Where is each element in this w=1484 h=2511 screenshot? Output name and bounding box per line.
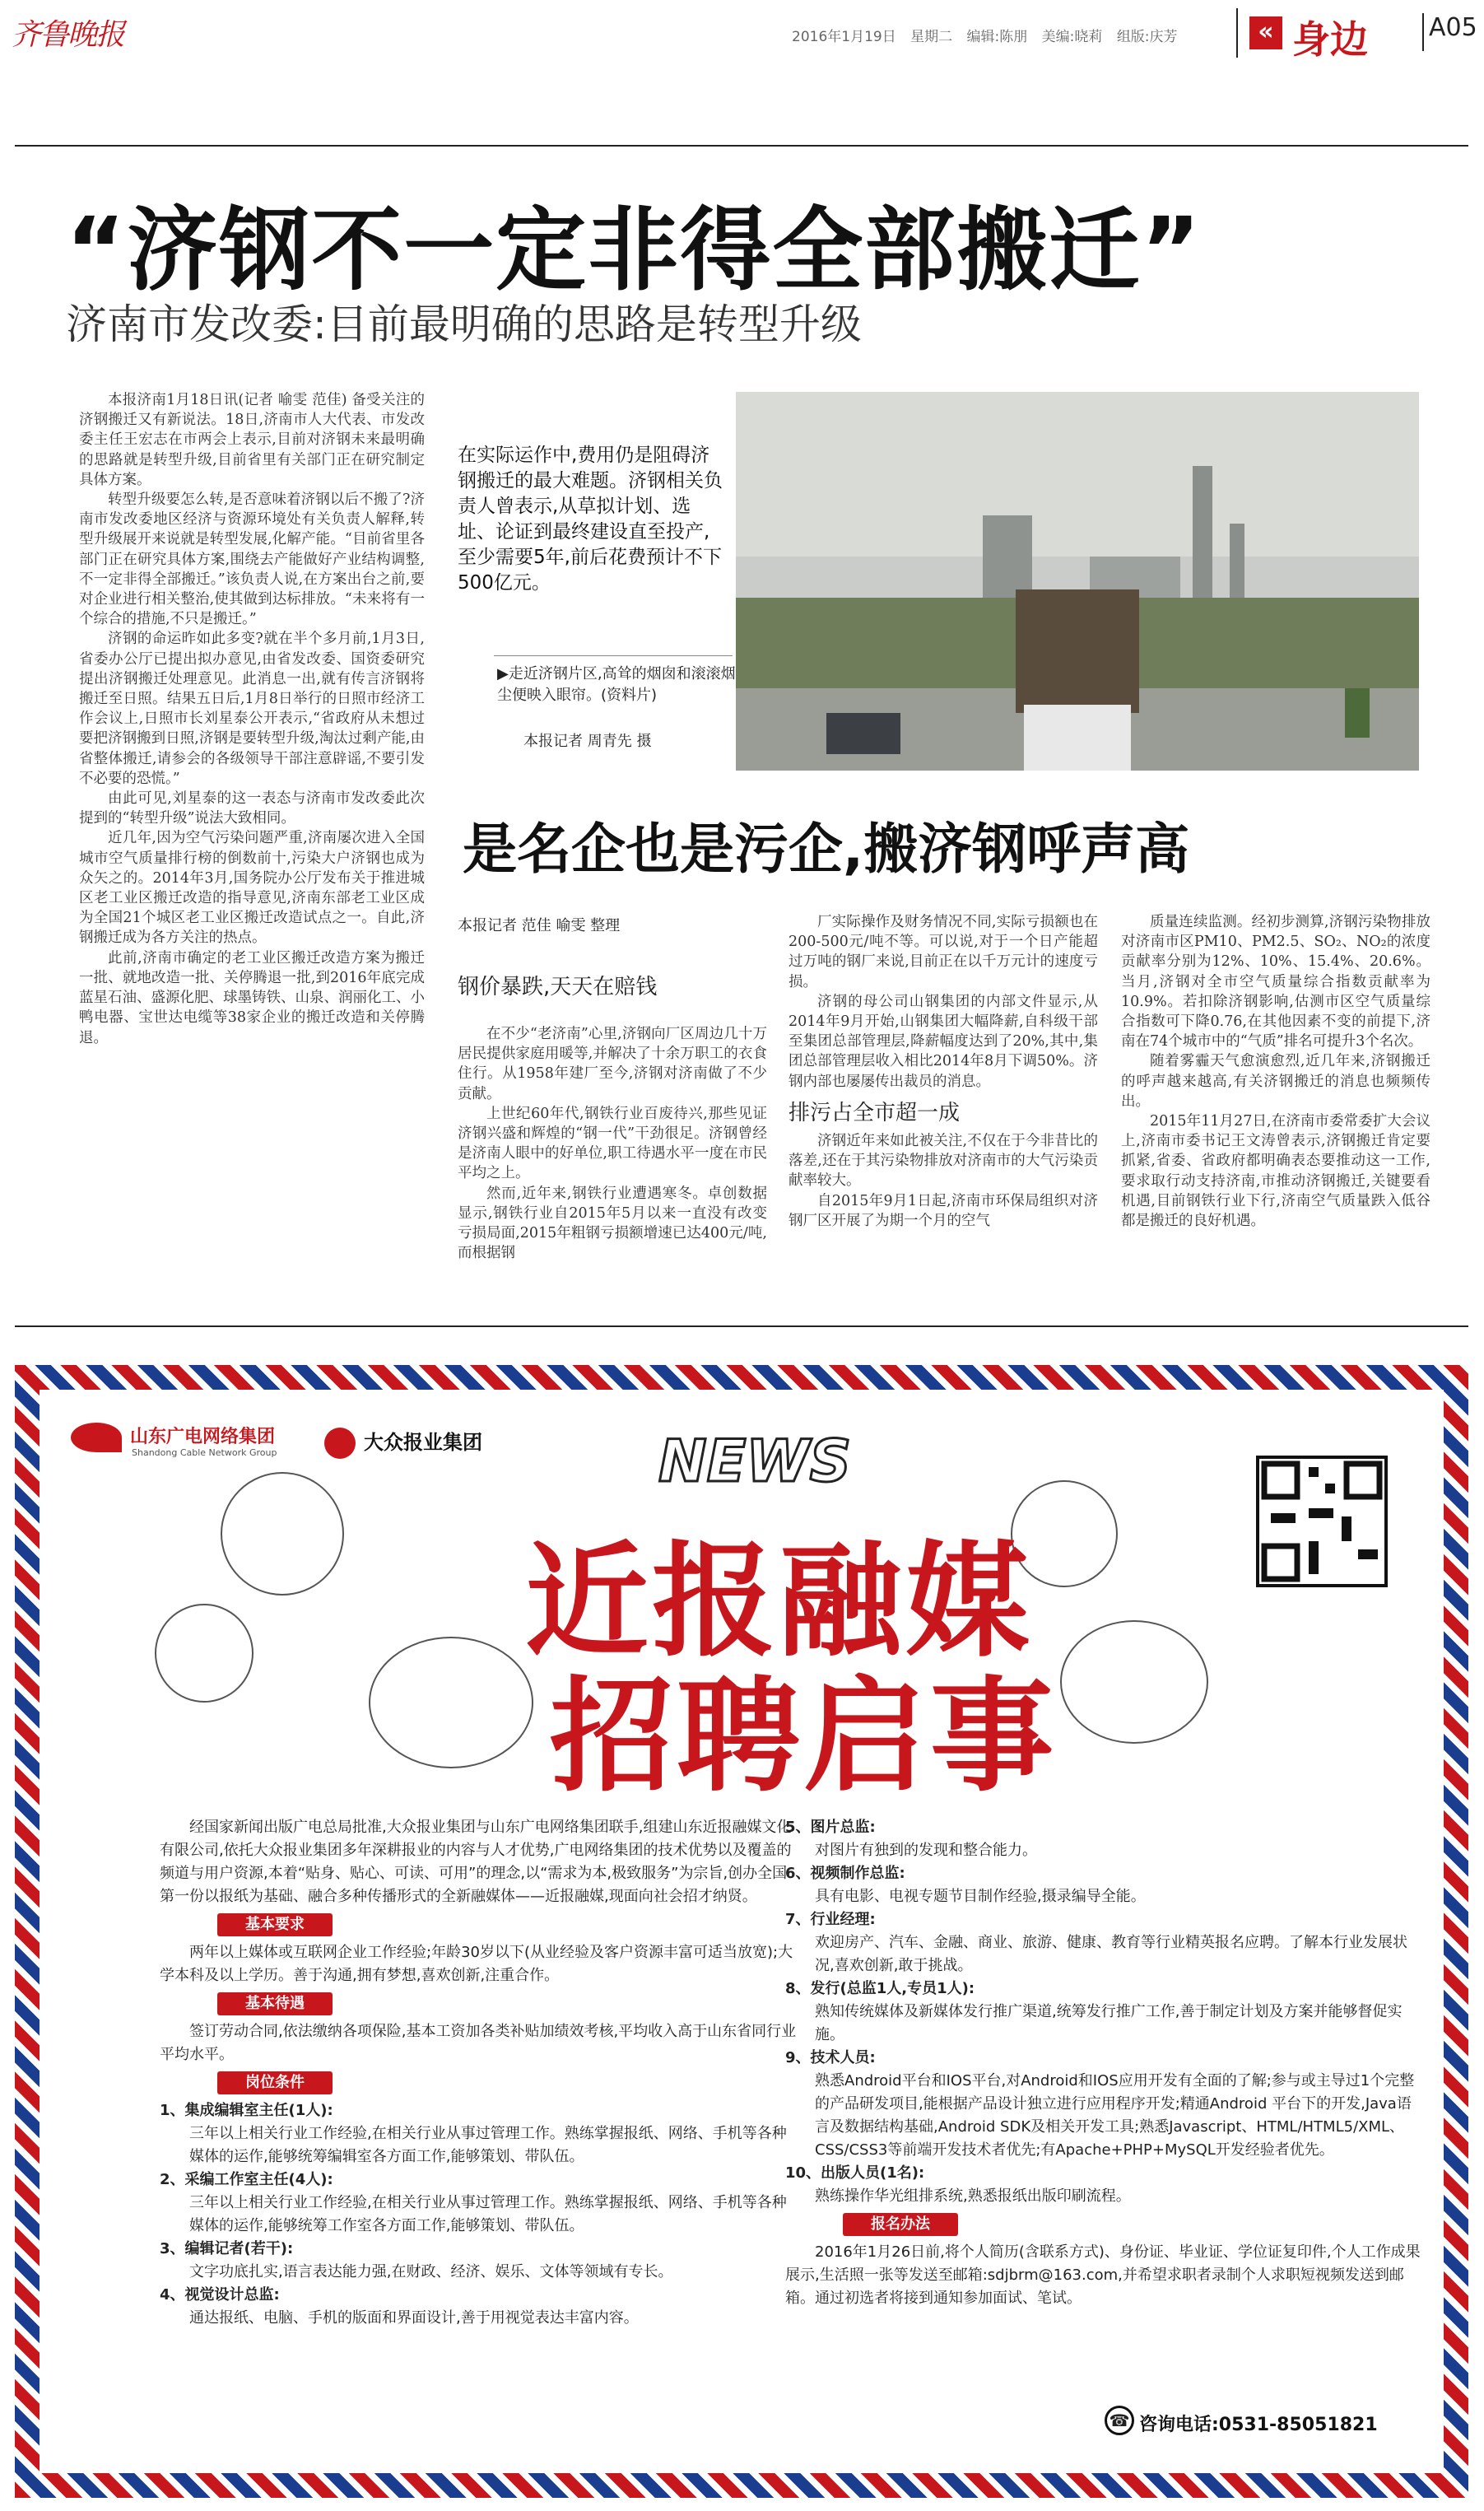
job-desc: 具有电影、电视专题节目制作经验,摄录编导全能。 xyxy=(815,1888,1146,1905)
issue-date: 2016年1月19日 xyxy=(792,29,896,45)
job-desc: 熟知传统媒体及新媒体发行推广渠道,统筹发行推广工作,善于制定计划及方案并能够督促实施。 xyxy=(815,2003,1403,2043)
phone-icon: ☎ xyxy=(1105,2406,1134,2435)
job-desc: 三年以上相关行业工作经验,在相关行业从事过管理工作。熟练掌握报纸、网络、手机等各种媒体的运作,能够统筹编辑室各方面工作,能够策划、带队伍。 xyxy=(189,2125,787,2165)
paragraph: 近几年,因为空气污染问题严重,济南屡次进入全国城市空气质量排行榜的倒数前十,污染大户济钢也成为众矢之的。2014年3月,国务院办公厅发布关于推进城区老工业区搬迁改造的指导意见,济南东部老工业区成为全国21个城区老工业区搬迁改造试点之一。自此,济钢搬迁成为各方关注的热点。 xyxy=(79,830,425,947)
tag-basic-requirements: 基本要求 xyxy=(217,1913,333,1936)
dazhong-logo-icon xyxy=(324,1428,356,1459)
photo-credit: 本报记者 周青先 摄 xyxy=(523,733,652,750)
issue-meta xyxy=(792,25,1188,45)
contact-phone[interactable]: 咨询电话:0531-85051821 xyxy=(1139,2415,1378,2435)
job-title: 10、出版人员(1名): xyxy=(785,2164,925,2182)
paragraph: 厂实际操作及财务情况不同,实际亏损额也在200-500元/吨不等。可以说,对于一个日产能超过万吨的钢厂来说,目前正在以千万元计的速度亏损。 xyxy=(789,914,1098,990)
wechat-icon xyxy=(155,1604,254,1703)
paragraph: 由此可见,刘星泰的这一表态与济南市发改委此次提到的“转型升级”说法大致相同。 xyxy=(79,790,425,827)
cable-logo-subtext: Shandong Cable Network Group xyxy=(132,1447,277,1458)
job-title: 6、视频制作总监: xyxy=(785,1865,905,1882)
tag-benefits: 基本待遇 xyxy=(217,1992,333,2015)
section-label xyxy=(1236,8,1417,62)
recruitment-ad xyxy=(15,1365,1468,2498)
cable-logo-text: 山东广电网络集团 xyxy=(130,1427,276,1447)
job-title: 1、集成编辑室主任(1人): xyxy=(160,2102,333,2119)
job-desc: 熟悉Android平台和IOS平台,对Android和IOS应用开发有全面的了解;参与或主导过1个完整的产品研发项目,能根据产品设计独立进行应用程序开发;精通Android 平台下的开发,Java语言及数据结构基础,Android SDK及相关开发工具;熟悉Javascript、HTML/HTML5/XML、CSS/CSS3等前端开发技术者优先;有Apache+PHP+MySQL开发经验者优先。 xyxy=(815,2072,1415,2159)
dazhong-logo-text: 大众报业集团 xyxy=(364,1431,482,1454)
middle-divider xyxy=(15,1325,1468,1327)
qr-code[interactable] xyxy=(1256,1456,1388,1587)
masthead xyxy=(0,0,1484,62)
byline: 本报记者 范佳 喻雯 整理 xyxy=(458,917,621,934)
paragraph: 然而,近年来,钢铁行业遭遇寒冬。卓创数据显示,钢铁行业自2015年5月以来一直没有改变亏损局面,2015年粗钢亏损额增速已达400元/吨,而根据钢 xyxy=(458,1185,767,1262)
dazhong-logo xyxy=(324,1426,482,1459)
job-title: 8、发行(总监1人,专员1人): xyxy=(785,1980,975,1997)
paragraph: 质量连续监测。经初步测算,济钢污染物排放对济南市区PM10、PM2.5、SO₂、NO₂的浓度贡献率分别为12%、10%、15.4%、20.6%。当月,济钢对全市空气质量综合指数贡献率为10.9%。若扣除济钢影响,估测市区空气质量综合指数可下降0.76,在其他因素不变的前提下,济南在74个城市中的“气质”排名可提升3个名次。 xyxy=(1121,914,1431,1051)
article1-body xyxy=(79,390,425,1048)
paragraph: 济钢的母公司山钢集团的内部文件显示,从2014年9月开始,山钢集团大幅降薪,自科级干部至集团总部管理层,降薪幅度达到了20%,其中,集团总部管理层收入相比2014年8月下调50%。济钢内部也屡屡传出裁员的消息。 xyxy=(789,993,1098,1090)
top-divider xyxy=(15,145,1468,147)
requirements-text: 两年以上媒体或互联网企业工作经验;年龄30岁以下(从业经验及客户资源丰富可适当放宽);大学本科及以上学历。善于沟通,拥有梦想,喜欢创新,注重合作。 xyxy=(160,1944,793,1984)
speech-bubble-icon xyxy=(221,1472,344,1596)
proofreader-credit: 组版:庆芳 xyxy=(1116,29,1178,45)
ad-intro: 经国家新闻出版广电总局批准,大众报业集团与山东广电网络集团联手,组建山东近报融媒文化有限公司,依托大众报业集团多年深耕报业的内容与人才优势,广电网络集团的技术优势以及覆盖的频道与用户资源,本着“贴身、贴心、可读、可用”的理念,以“需求为本,极致服务”为宗旨,创办全国第一份以报纸为基础、融合多种传播形式的全新融媒体——近报融媒,现面向社会招才纳贤。 xyxy=(160,1819,792,1905)
article2-col4 xyxy=(1121,912,1431,1231)
cable-logo-icon xyxy=(71,1423,122,1452)
chat-bubble-icon xyxy=(1060,1620,1208,1744)
ad-title-line2: 招聘启事 xyxy=(550,1665,1058,1809)
article2-col3 xyxy=(789,912,1098,1231)
tag-how-to-apply: 报名办法 xyxy=(843,2213,958,2236)
paragraph: 此前,济南市确定的老工业区搬迁改造方案为搬迁一批、就地改造一批、关停腾退一批,到2016年底完成蓝星石油、盛源化肥、球墨铸铁、山泉、润丽化工、小鸭电器、宝世达电缆等38家企业的搬迁改造和关停腾退。 xyxy=(79,949,425,1046)
article2-col2 xyxy=(458,1024,767,1263)
issue-weekday: 星期二 xyxy=(910,29,953,45)
paragraph: 济钢的命运昨如此多变?就在半个多月前,1月3日,省委办公厅已提出拟办意见,由省发改委、国资委研究提出济钢搬迁处理意见。此消息一出,就有传言济钢将搬迁至日照。结果五日后,1月8日举行的日照市经济工作会议上,日照市长刘星泰公开表示,“省政府从未想过要把济钢搬到日照,济钢是要转型升级,淘汰过剩产能,由省整体搬迁,请参会的各级领导干部注意辟谣,不要引发不必要的恐慌。” xyxy=(79,631,425,787)
ad-content xyxy=(40,1390,1444,2473)
photo-caption: ▶走近济钢片区,高耸的烟囱和滚滚烟尘便映入眼帘。(资料片) xyxy=(497,665,736,704)
main-subhead: 济南市发改委:目前最明确的思路是转型升级 xyxy=(66,300,862,348)
paragraph: 2015年11月27日,在济南市委常委扩大会议上,济南市委书记王文涛曾表示,济钢搬迁肯定要抓紧,省委、省政府都明确表态要推动这一工作,要求取行动支持济南,市推动济钢搬迁,关键要看机遇,目前钢铁行业下行,济南空气质量跌入低谷都是搬迁的良好机遇。 xyxy=(1121,1113,1431,1230)
paragraph: 本报济南1月18日讯(记者 喻雯 范佳) 备受关注的济钢搬迁又有新说法。18日,济南市人大代表、市发改委主任王宏志在市两会上表示,目前对济钢未来最明确的思路就是转型升级,目前省里有关部门正在研究制定具体方案。 xyxy=(79,392,425,488)
news-wordmark: NEWS xyxy=(658,1428,852,1495)
ad-left-column xyxy=(160,1816,798,2330)
paragraph: 转型升级要怎么转,是否意味着济钢以后不搬了?济南市发改委地区经济与资源环境处有关负责人解释,转型升级展开来说就是转型发展,化解产能。“目前省里各部门正在研究具体方案,围绕去产能做好产业结构调整,不一定非得全部搬迁。”该负责人说,在方案出台之前,要对企业进行相关整治,使其做到达标排放。“未来将有一个综合的措施,不只是搬迁。” xyxy=(79,491,425,628)
paragraph: 上世纪60年代,钢铁行业百废待兴,那些见证济钢兴盛和辉煌的“钢一代”干劲很足。济钢曾经是济南人眼中的好单位,职工待遇水平一度在市民平均之上。 xyxy=(458,1105,767,1182)
job-desc: 三年以上相关行业工作经验,在相关行业从事过管理工作。熟练掌握报纸、网络、手机等各种媒体的运作,能够统筹工作室各方面工作,能够策划、带队伍。 xyxy=(189,2194,787,2234)
section-name: 身边 xyxy=(1292,17,1368,62)
newspaper-logo: 齐鲁晚报 xyxy=(12,18,124,52)
job-desc: 熟练操作华光组排系统,熟悉报纸出版印刷流程。 xyxy=(815,2187,1131,2205)
job-title: 3、编辑记者(若干): xyxy=(160,2240,294,2257)
apply-text: 2016年1月26日前,将个人简历(含联系方式)、身份证、毕业证、学位证复印件,个人工作成果展示,生活照一张等发送至邮箱:sdjbrm@163.com,并希望求职者录制个人求职短视频发送到邮箱。通过初选者将接到通知参加面试、笔试。 xyxy=(785,2243,1421,2307)
job-desc: 欢迎房产、汽车、金融、商业、旅游、健康、教育等行业精英报名应聘。了解本行业发展状况,喜欢创新,敢于挑战。 xyxy=(815,1934,1407,1974)
paragraph: 自2015年9月1日起,济南市环保局组织对济钢厂区开展了为期一个月的空气 xyxy=(789,1192,1098,1229)
job-title: 2、采编工作室主任(4人): xyxy=(160,2171,333,2188)
section-subtitle: 钢价暴跌,天天在赔钱 xyxy=(458,975,658,999)
job-title: 9、技术人员: xyxy=(785,2049,876,2066)
job-desc: 对图片有独到的发现和整合能力。 xyxy=(815,1842,1037,1859)
job-desc: 通达报纸、电脑、手机的版面和界面设计,善于用视觉表达丰富内容。 xyxy=(189,2309,639,2327)
ad-right-column xyxy=(785,1816,1424,2310)
main-headline: “济钢不一定非得全部搬迁” xyxy=(66,198,1203,303)
ad-title-line1: 近报融媒 xyxy=(525,1530,1033,1674)
news-photo xyxy=(736,392,1419,771)
designer-credit: 美编:晓莉 xyxy=(1041,29,1103,45)
paragraph: 在不少“老济南”心里,济钢向厂区周边几十万居民提供家庭用暖等,并解决了十余万职工的衣食住行。从1958年建厂至今,济钢对济南做了不少贡献。 xyxy=(458,1026,767,1102)
editor-credit: 编辑:陈朋 xyxy=(966,29,1028,45)
benefits-text: 签订劳动合同,依法缴纳各项保险,基本工资加各类补贴加绩效考核,平均收入高于山东省同行业平均水平。 xyxy=(160,2023,797,2063)
job-title: 5、图片总监: xyxy=(785,1819,876,1836)
section-subtitle: 排污占全市超一成 xyxy=(789,1100,961,1125)
chat-bubble-icon xyxy=(369,1637,533,1768)
job-title: 4、视觉设计总监: xyxy=(160,2286,280,2304)
tag-positions: 岗位条件 xyxy=(217,2071,333,2094)
cable-network-logo xyxy=(71,1423,277,1458)
paragraph: 随着雾霾天气愈演愈烈,近几年来,济钢搬迁的呼声越来越高,有关济钢搬迁的消息也频频传出。 xyxy=(1121,1053,1431,1110)
page-number: A05 xyxy=(1422,13,1477,51)
pull-quote: 在实际运作中,费用仍是阻碍济钢搬迁的最大难题。济钢相关负责人曾表示,从草拟计划、选址、论证到最终建设直至投产,至少需要5年,前后花费预计不下500亿元。 xyxy=(458,445,723,594)
caption-divider xyxy=(494,655,733,656)
second-headline: 是名企也是污企,搬济钢呼声高 xyxy=(463,818,1190,881)
paragraph: 济钢近年来如此被关注,不仅在于今非昔比的落差,还在于其污染物排放对济南市的大气污染贡献率较大。 xyxy=(789,1133,1098,1190)
chevron-left-icon: « xyxy=(1249,16,1282,49)
job-desc: 文字功底扎实,语言表达能力强,在财政、经济、娱乐、文体等领域有专长。 xyxy=(189,2263,673,2280)
job-title: 7、行业经理: xyxy=(785,1911,876,1928)
